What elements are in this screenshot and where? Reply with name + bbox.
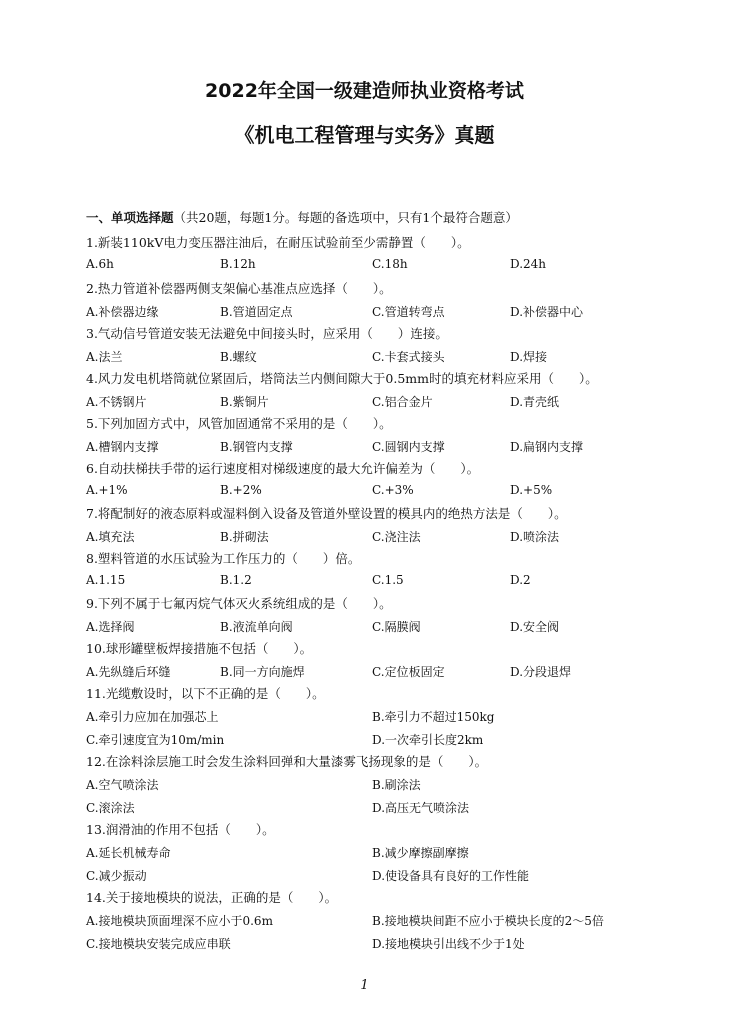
q14-option-a: A.接地模块顶面埋深不应小于0.6m [86,914,273,928]
q11-option-d: D.一次牵引长度2km [372,733,484,747]
q4-option-d: D.青壳纸 [510,395,560,409]
section-heading-label: 一、单项选择题 [86,210,174,225]
q8-option-d: D.2 [510,573,531,587]
q4-option-c: C.铝合金片 [372,395,433,409]
q9-option-c: C.隔膜阀 [372,620,421,634]
question-14: 14.关于接地模块的说法，正确的是（ ）。 [86,890,338,905]
q1-option-b: B.12h [220,257,256,271]
q6-option-b: B.+2% [220,483,262,497]
q7-option-b: B.拼砌法 [220,530,269,544]
q2-option-c: C.管道转弯点 [372,305,445,319]
q4-option-b: B.紫铜片 [220,395,269,409]
q5-option-c: C.圆钢内支撑 [372,440,445,454]
q12-option-a: A.空气喷涂法 [86,778,159,792]
q1-option-c: C.18h [372,257,408,271]
q5-option-d: D.扁钢内支撑 [510,440,584,454]
q3-option-b: B.螺纹 [220,350,257,364]
q12-option-c: C.滚涂法 [86,801,135,815]
q11-option-b: B.牵引力不超过150kg [372,710,495,724]
q8-option-a: A.1.15 [86,573,126,587]
q14-option-b: B.接地模块间距不应小于模块长度的2～5倍 [372,914,604,928]
question-7: 7.将配制好的液态原料或湿料倒入设备及管道外壁设置的模具内的绝热方法是（ ）。 [86,506,567,521]
q10-option-b: B.同一方向施焊 [220,665,305,679]
q11-option-a: A.牵引力应加在加强芯上 [86,710,219,724]
q9-option-a: A.选择阀 [86,620,135,634]
question-3: 3.气动信号管道安装无法避免中间接头时，应采用（ ）连接。 [86,326,448,341]
q7-option-d: D.喷涂法 [510,530,560,544]
q2-option-d: D.补偿器中心 [510,305,584,319]
q10-option-d: D.分段退焊 [510,665,572,679]
q11-option-c: C.牵引速度宜为10m/min [86,733,225,747]
q6-option-d: D.+5% [510,483,553,497]
page-number: 1 [360,978,369,993]
question-1: 1.新装110kV电力变压器注油后，在耐压试验前至少需静置（ ）。 [86,235,470,250]
q10-option-a: A.先纵缝后环缝 [86,665,171,679]
q3-option-c: C.卡套式接头 [372,350,445,364]
question-6: 6.自动扶梯扶手带的运行速度相对梯级速度的最大允许偏差为（ ）。 [86,461,480,476]
exam-title: 2022年全国一级建造师执业资格考试 [205,80,524,102]
question-13: 13.润滑油的作用不包括（ ）。 [86,822,275,837]
q8-option-b: B.1.2 [220,573,252,587]
q5-option-b: B.钢管内支撑 [220,440,293,454]
q14-option-d: D.接地模块引出线不少于1处 [372,937,525,951]
q3-option-d: D.焊接 [510,350,548,364]
q7-option-a: A.填充法 [86,530,135,544]
q6-option-c: C.+3% [372,483,414,497]
question-10: 10.球形罐壁板焊接措施不包括（ ）。 [86,641,313,656]
q2-option-a: A.补偿器边缘 [86,305,159,319]
q13-option-d: D.使设备具有良好的工作性能 [372,869,530,883]
question-12: 12.在涂料涂层施工时会发生涂料回弹和大量漆雾飞扬现象的是（ ）。 [86,754,488,769]
exam-subtitle: 《机电工程管理与实务》真题 [234,123,495,147]
question-4: 4.风力发电机塔筒就位紧固后，塔筒法兰内侧间隙大于0.5mm时的填充材料应采用（ ）。 [86,371,598,386]
q13-option-a: A.延长机械寿命 [86,846,171,860]
section-heading [86,208,518,226]
q9-option-b: B.液流单向阀 [220,620,293,634]
question-5: 5.下列加固方式中，风管加固通常不采用的是（ ）。 [86,416,392,431]
q8-option-c: C.1.5 [372,573,404,587]
question-11: 11.光缆敷设时，以下不正确的是（ ）。 [86,686,325,701]
q13-option-c: C.减少振动 [86,869,147,883]
q12-option-b: B.刷涂法 [372,778,421,792]
q6-option-a: A.+1% [86,483,128,497]
question-2: 2.热力管道补偿器两侧支架偏心基准点应选择（ ）。 [86,281,392,296]
q4-option-a: A.不锈钢片 [86,395,147,409]
q13-option-b: B.减少摩擦副摩擦 [372,846,469,860]
q1-option-d: D.24h [510,257,547,271]
q1-option-a: A.6h [86,257,114,271]
q12-option-d: D.高压无气喷涂法 [372,801,470,815]
q5-option-a: A.槽钢内支撑 [86,440,159,454]
question-8: 8.塑料管道的水压试验为工作压力的（ ）倍。 [86,551,361,566]
question-9: 9.下列不属于七氟丙烷气体灭火系统组成的是（ ）。 [86,596,392,611]
section-note: （共20题，每题1分。每题的备选项中，只有1个最符合题意） [173,210,518,225]
q9-option-d: D.安全阀 [510,620,560,634]
q7-option-c: C.浇注法 [372,530,421,544]
q10-option-c: C.定位板固定 [372,665,445,679]
q14-option-c: C.接地模块安装完成应串联 [86,937,231,951]
q3-option-a: A.法兰 [86,350,123,364]
q2-option-b: B.管道固定点 [220,305,293,319]
